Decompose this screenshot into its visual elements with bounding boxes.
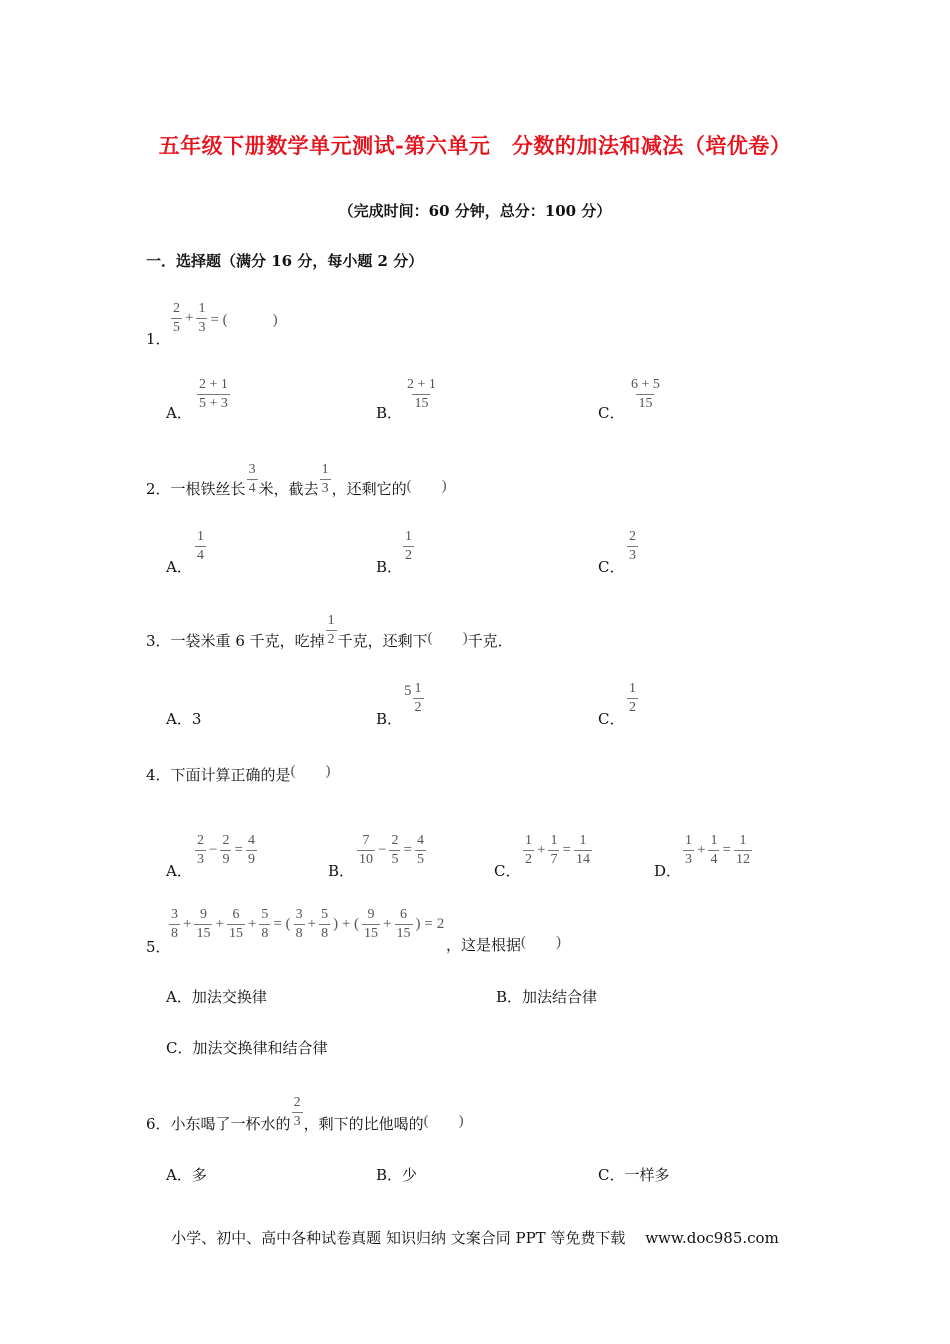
q3-option-c[interactable]: $\frac{1}{2}$ <box>629 681 636 715</box>
q4-option-a[interactable]: $\frac{2}{3}$ − $\frac{2}{9}$ = $\frac{4}{9}$ <box>197 833 255 867</box>
q4-option-c-label[interactable]: C． <box>494 862 521 880</box>
q3-option-b-label[interactable]: B． <box>376 710 403 728</box>
q2-option-a-label[interactable]: A． <box>166 558 192 576</box>
q2-option-a[interactable]: $\frac{1}{4}$ <box>197 529 204 563</box>
q2-option-c[interactable]: $\frac{2}{3}$ <box>629 529 636 563</box>
q3-option-c-label[interactable]: C． <box>598 710 625 728</box>
q1-number: 1． <box>146 330 171 348</box>
answer-blank[interactable]: ( ) <box>427 630 468 646</box>
fraction: $\frac{1}{3}$ <box>198 301 206 335</box>
q3-option-b[interactable]: 5 $\frac{1}{2}$ <box>404 681 422 715</box>
section-heading: 一．选择题（满分 16 分，每小题 2 分） <box>146 252 424 270</box>
page-title: 五年级下册数学单元测试-第六单元 分数的加法和减法（培优卷） <box>158 133 792 158</box>
q4-option-d[interactable]: $\frac{1}{3}$ + $\frac{1}{4}$ = $\frac{1}{12}$ <box>685 833 750 867</box>
answer-blank[interactable]: ( ) <box>406 478 447 494</box>
q3-option-a[interactable]: A．3 <box>166 710 202 728</box>
q4-option-c[interactable]: $\frac{1}{2}$ + $\frac{1}{7}$ = $\frac{1}{14}$ <box>525 833 590 867</box>
q4-option-d-label[interactable]: D． <box>654 862 682 880</box>
q4-option-a-label[interactable]: A． <box>166 862 192 880</box>
q1-option-a[interactable]: $\frac{2 + 1}{5 + 3}$ <box>199 377 228 411</box>
q2-option-b-label[interactable]: B． <box>376 558 403 576</box>
q1-option-b-label[interactable]: B． <box>376 404 403 422</box>
page-footer: 小学、初中、高中各种试卷真题 知识归纳 文案合同 PPT 等免费下载 www.doc985.com <box>171 1229 779 1247</box>
q4-stem: 4． 下面计算正确的是 ( ) <box>146 764 331 785</box>
q6-option-c[interactable]: C．一样多 <box>598 1166 670 1184</box>
answer-blank[interactable]: ( ) <box>290 763 331 779</box>
q2-option-c-label[interactable]: C． <box>598 558 625 576</box>
q6-stem: 6． 小东喝了一杯水的 $\frac{2}{3}$ ，剩下的比他喝的 ( ) <box>146 1095 464 1133</box>
fraction: $\frac{2}{5}$ <box>173 301 180 335</box>
q5-expression: $\frac{3}{8}$ + $\frac{9}{15}$ + $\frac{6}{15}$ + $\frac{5}{8}$ = ( $\frac{3}{8}$ + $\frac{5}{8}$ ) + ( $\frac{9}{15}$ + $\frac{6}{15}$ ) = 2 <box>171 907 445 941</box>
q5-number: 5． <box>146 938 171 956</box>
q2-option-b[interactable]: $\frac{1}{2}$ <box>405 529 412 563</box>
answer-blank[interactable]: ( ) <box>423 1113 464 1129</box>
q4-option-b[interactable]: $\frac{7}{10}$ − $\frac{2}{5}$ = $\frac{4}{5}$ <box>359 833 424 867</box>
q1-option-c-label[interactable]: C． <box>598 404 625 422</box>
q1-option-b[interactable]: $\frac{2 + 1}{15}$ <box>407 377 436 411</box>
q1-option-a-label[interactable]: A． <box>166 404 192 422</box>
q6-option-a[interactable]: A．多 <box>166 1166 207 1184</box>
q5-option-c[interactable]: C．加法交换律和结合律 <box>166 1039 328 1057</box>
q5-option-b[interactable]: B．加法结合律 <box>496 988 598 1006</box>
answer-blank[interactable]: ( ) <box>521 934 562 950</box>
q1-expression: $\frac{2}{5}$ + $\frac{1}{3}$ = ( ) <box>173 301 278 335</box>
q5-option-a[interactable]: A．加法交换律 <box>166 988 267 1006</box>
q3-stem: 3． 一袋米重 6 千克，吃掉 $\frac{1}{2}$ 千克，还剩下 ( ) 千克． <box>146 613 513 650</box>
q1-option-c[interactable]: $\frac{6 + 5}{15}$ <box>631 377 660 411</box>
q2-stem: 2． 一根铁丝长 $\frac{3}{4}$ 米，截去 $\frac{1}{3}$ ，还剩它的 ( ) <box>146 462 447 498</box>
q6-option-b[interactable]: B．少 <box>376 1166 418 1184</box>
q4-option-b-label[interactable]: B． <box>328 862 355 880</box>
exam-info: （完成时间：60 分钟，总分：100 分） <box>338 202 612 220</box>
q5-tail: ，这是根据 ( ) <box>446 934 561 955</box>
